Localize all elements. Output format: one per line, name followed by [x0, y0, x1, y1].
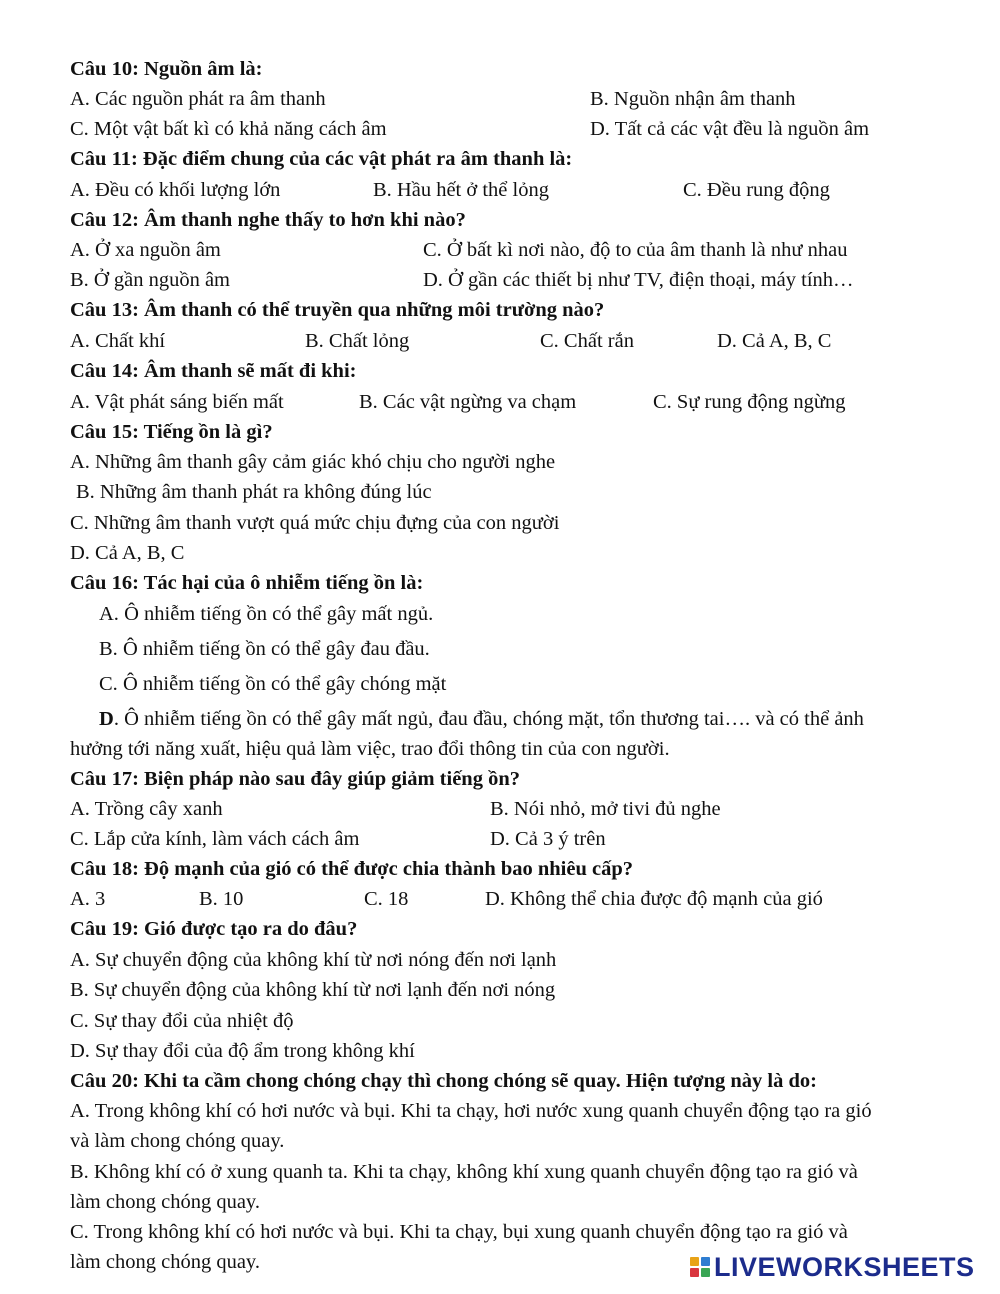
q19-option-d[interactable]: D. Sự thay đổi của độ ẩm trong không khí [70, 1040, 415, 1062]
q10-option-b[interactable]: B. Nguồn nhận âm thanh [590, 88, 796, 110]
q18-option-a[interactable]: A. 3 [70, 888, 106, 910]
question-17-title: Câu 17: Biện pháp nào sau đây giúp giảm tiếng ồn? [70, 768, 520, 790]
q16-option-d-text-line2: hưởng tới năng xuất, hiệu quả làm việc, trao đổi thông tin của con người. [70, 738, 670, 760]
q11-option-b[interactable]: B. Hầu hết ở thể lỏng [373, 179, 549, 201]
q13-option-d[interactable]: D. Cả A, B, C [717, 330, 832, 352]
q12-option-d[interactable]: D. Ở gần các thiết bị như TV, điện thoại, máy tính… [423, 269, 854, 291]
q16-option-a-label: A. [99, 603, 119, 625]
question-15-title: Câu 15: Tiếng ồn là gì? [70, 421, 273, 443]
q17-option-b[interactable]: B. Nói nhỏ, mở tivi đủ nghe [490, 798, 721, 820]
logo-tile-1 [690, 1257, 699, 1266]
logo-tiles-icon [690, 1257, 710, 1277]
q19-option-b[interactable]: B. Sự chuyển động của không khí từ nơi lạnh đến nơi nóng [70, 979, 556, 1001]
q14-option-b[interactable]: B. Các vật ngừng va chạm [359, 391, 577, 413]
q12-option-a[interactable]: A. Ở xa nguồn âm [70, 239, 221, 261]
q16-option-b-label: B. [99, 638, 118, 660]
q13-option-c[interactable]: C. Chất rắn [540, 330, 634, 352]
q16-option-a[interactable] [99, 601, 433, 627]
logo-tile-3 [690, 1268, 699, 1277]
q20-option-b-line2[interactable]: làm chong chóng quay. [70, 1191, 260, 1213]
q20-option-b-line1[interactable]: B. Không khí có ở xung quanh ta. Khi ta chạy, không khí xung quanh chuyển động tạo ra gió và [70, 1161, 858, 1183]
q12-option-b[interactable]: B. Ở gần nguồn âm [70, 269, 230, 291]
q14-option-a[interactable]: A. Vật phát sáng biến mất [70, 391, 284, 413]
q16-option-c-text: Ô nhiễm tiếng ồn có thể gây chóng mặt [117, 673, 447, 695]
q16-option-d[interactable] [99, 706, 864, 732]
q20-option-a-line1[interactable]: A. Trong không khí có hơi nước và bụi. Khi ta chạy, hơi nước xung quanh chuyển động tạo ra gió [70, 1100, 872, 1122]
q16-option-b-text: Ô nhiễm tiếng ồn có thể gây đau đầu. [117, 638, 430, 660]
q17-option-d[interactable]: D. Cả 3 ý trên [490, 828, 606, 850]
q15-option-a[interactable]: A. Những âm thanh gây cảm giác khó chịu cho người nghe [70, 451, 556, 473]
logo-tile-2 [701, 1257, 710, 1266]
q16-option-d-text-line1: . Ô nhiễm tiếng ồn có thể gây mất ngủ, đau đầu, chóng mặt, tổn thương tai…. và có thể ảnh [113, 708, 864, 730]
q11-option-a[interactable]: A. Đều có khối lượng lớn [70, 179, 281, 201]
question-18-title: Câu 18: Độ mạnh của gió có thể được chia thành bao nhiêu cấp? [70, 858, 633, 880]
q19-option-a[interactable]: A. Sự chuyển động của không khí từ nơi nóng đến nơi lạnh [70, 949, 557, 971]
q20-option-c-line2[interactable]: làm chong chóng quay. [70, 1251, 260, 1273]
question-10-title: Câu 10: Nguồn âm là: [70, 58, 263, 80]
q11-option-c[interactable]: C. Đều rung động [683, 179, 830, 201]
q13-option-b[interactable]: B. Chất lỏng [305, 330, 410, 352]
q12-option-c[interactable]: C. Ở bất kì nơi nào, độ to của âm thanh là như nhau [423, 239, 848, 261]
q18-option-b[interactable]: B. 10 [199, 888, 244, 910]
question-19-title: Câu 19: Gió được tạo ra do đâu? [70, 918, 358, 940]
q17-option-a[interactable]: A. Trồng cây xanh [70, 798, 223, 820]
q18-option-c[interactable]: C. 18 [364, 888, 409, 910]
q13-option-a[interactable]: A. Chất khí [70, 330, 166, 352]
q10-option-c[interactable]: C. Một vật bất kì có khả năng cách âm [70, 118, 387, 140]
q14-option-c[interactable]: C. Sự rung động ngừng [653, 391, 846, 413]
logo-text: LIVEWORKSHEETS [714, 1251, 975, 1282]
liveworksheets-logo [690, 1250, 975, 1284]
question-13-title: Câu 13: Âm thanh có thể truyền qua những môi trường nào? [70, 299, 605, 321]
q15-option-c[interactable]: C. Những âm thanh vượt quá mức chịu đựng của con người [70, 512, 560, 534]
question-20-title: Câu 20: Khi ta cầm chong chóng chạy thì chong chóng sẽ quay. Hiện tượng này là do: [70, 1070, 817, 1092]
q15-option-b[interactable]: B. Những âm thanh phát ra không đúng lúc [76, 481, 432, 503]
q18-option-d[interactable]: D. Không thể chia được độ mạnh của gió [485, 888, 823, 910]
q16-option-b[interactable] [99, 636, 430, 662]
q16-option-d-label: D [99, 708, 114, 730]
q16-option-c-label: C. [99, 673, 118, 695]
q16-option-a-text: Ô nhiễm tiếng ồn có thể gây mất ngủ. [118, 603, 434, 625]
q20-option-a-line2[interactable]: và làm chong chóng quay. [70, 1130, 285, 1152]
logo-tile-4 [701, 1268, 710, 1277]
q19-option-c[interactable]: C. Sự thay đổi của nhiệt độ [70, 1010, 294, 1032]
question-11-title: Câu 11: Đặc điểm chung của các vật phát ra âm thanh là: [70, 148, 573, 170]
q20-option-c-line1[interactable]: C. Trong không khí có hơi nước và bụi. Khi ta chạy, bụi xung quanh chuyển động tạo ra gió và [70, 1221, 848, 1243]
q10-option-a[interactable]: A. Các nguồn phát ra âm thanh [70, 88, 326, 110]
q15-option-d[interactable]: D. Cả A, B, C [70, 542, 185, 564]
question-16-title: Câu 16: Tác hại của ô nhiễm tiếng ồn là: [70, 572, 424, 594]
q16-option-c[interactable] [99, 671, 446, 697]
q10-option-d[interactable]: D. Tất cả các vật đều là nguồn âm [590, 118, 870, 140]
question-14-title: Câu 14: Âm thanh sẽ mất đi khi: [70, 360, 357, 382]
question-12-title: Câu 12: Âm thanh nghe thấy to hơn khi nào? [70, 209, 466, 231]
q17-option-c[interactable]: C. Lắp cửa kính, làm vách cách âm [70, 828, 360, 850]
